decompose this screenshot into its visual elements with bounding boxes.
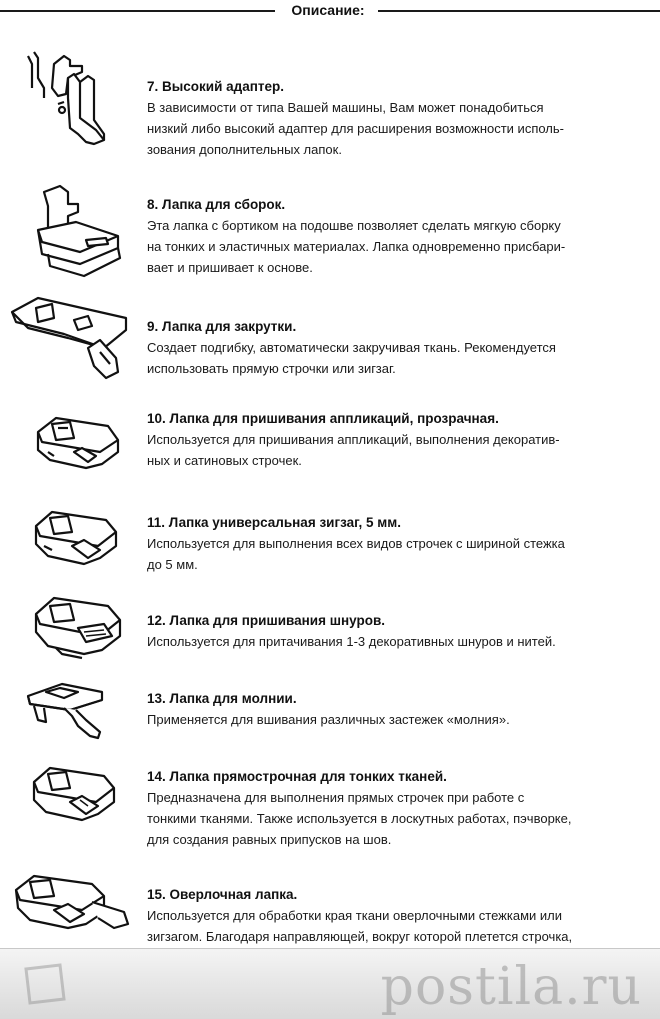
header-rule-left (0, 10, 275, 12)
entry-description-line: вает и пришивает к основе. (147, 260, 313, 275)
watermark-bar (0, 948, 660, 1019)
entry-description-line: Предназначена для выполнения прямых строчек при работе с (147, 790, 525, 805)
gathering-foot-icon (8, 182, 138, 282)
entry-heading: 9. Лапка для закрутки. (147, 319, 297, 334)
entry-description-line: Применяется для вшивания различных застежек «молния». (147, 712, 510, 727)
entry-heading: 12. Лапка для пришивания шнуров. (147, 613, 386, 628)
entry-description-line: Используется для выполнения всех видов строчек с шириной стежка (147, 536, 565, 551)
entry-description-line: для создания равных припусков на шов. (147, 832, 392, 847)
entry-heading: 7. Высокий адаптер. (147, 79, 285, 94)
entry-description-line: использовать прямую строчки или зигзаг. (147, 361, 396, 376)
hemmer-foot-icon (8, 292, 138, 392)
entry-description-line: на тонких и эластичных материалах. Лапка одновременно присбари- (147, 239, 566, 254)
entry-description-line: до 5 мм. (147, 557, 198, 572)
high-shank-adapter-icon (8, 48, 138, 148)
entry-description-line: зования дополнительных лапок. (147, 142, 342, 157)
applique-foot-icon (8, 404, 138, 504)
header-rule-right (378, 10, 660, 12)
entry-description-line: Создает подгибку, автоматически закручивая ткань. Рекомендуется (147, 340, 556, 355)
watermark-text: postila.ru (380, 957, 642, 1017)
entry-description-line: низкий либо высокий адаптер для расширения возможности исполь- (147, 121, 564, 136)
entry-heading: 14. Лапка прямострочная для тонких тканей. (147, 769, 447, 784)
entry-description-line: Используется для обработки края ткани оверлочными стежками или (147, 908, 562, 923)
entry-description-line: Используется для пришивания аппликаций, выполнения декоратив- (147, 432, 560, 447)
section-title: Описание: (291, 2, 365, 18)
entry-heading: 10. Лапка для пришивания аппликаций, прозрачная. (147, 411, 499, 426)
entry-description-line: зигзагом. Благодаря направляющей, вокруг которой плетется строчка, (147, 929, 573, 944)
straight-stitch-foot-icon (8, 760, 138, 860)
section-header (0, 0, 660, 24)
postila-logo-icon (20, 959, 90, 1009)
zigzag-foot-icon (8, 502, 138, 602)
entry-description-line: Эта лапка с бортиком на подошве позволяет сделать мягкую сборку (147, 218, 561, 233)
entry-heading: 13. Лапка для молнии. (147, 691, 297, 706)
entry-description-line: В зависимости от типа Вашей машины, Вам может понадобиться (147, 100, 544, 115)
entry-description-line: ных и сатиновых строчек. (147, 453, 302, 468)
entry-description-line: Используется для притачивания 1-3 декоративных шнуров и нитей. (147, 634, 556, 649)
entry-description-line: тонкими тканями. Также используется в лоскутных работах, пэчворке, (147, 811, 572, 826)
entry-heading: 11. Лапка универсальная зигзаг, 5 мм. (147, 515, 402, 530)
entry-heading: 8. Лапка для сборок. (147, 197, 286, 212)
cording-foot-icon (8, 588, 138, 688)
entry-heading: 15. Оверлочная лапка. (147, 887, 298, 902)
